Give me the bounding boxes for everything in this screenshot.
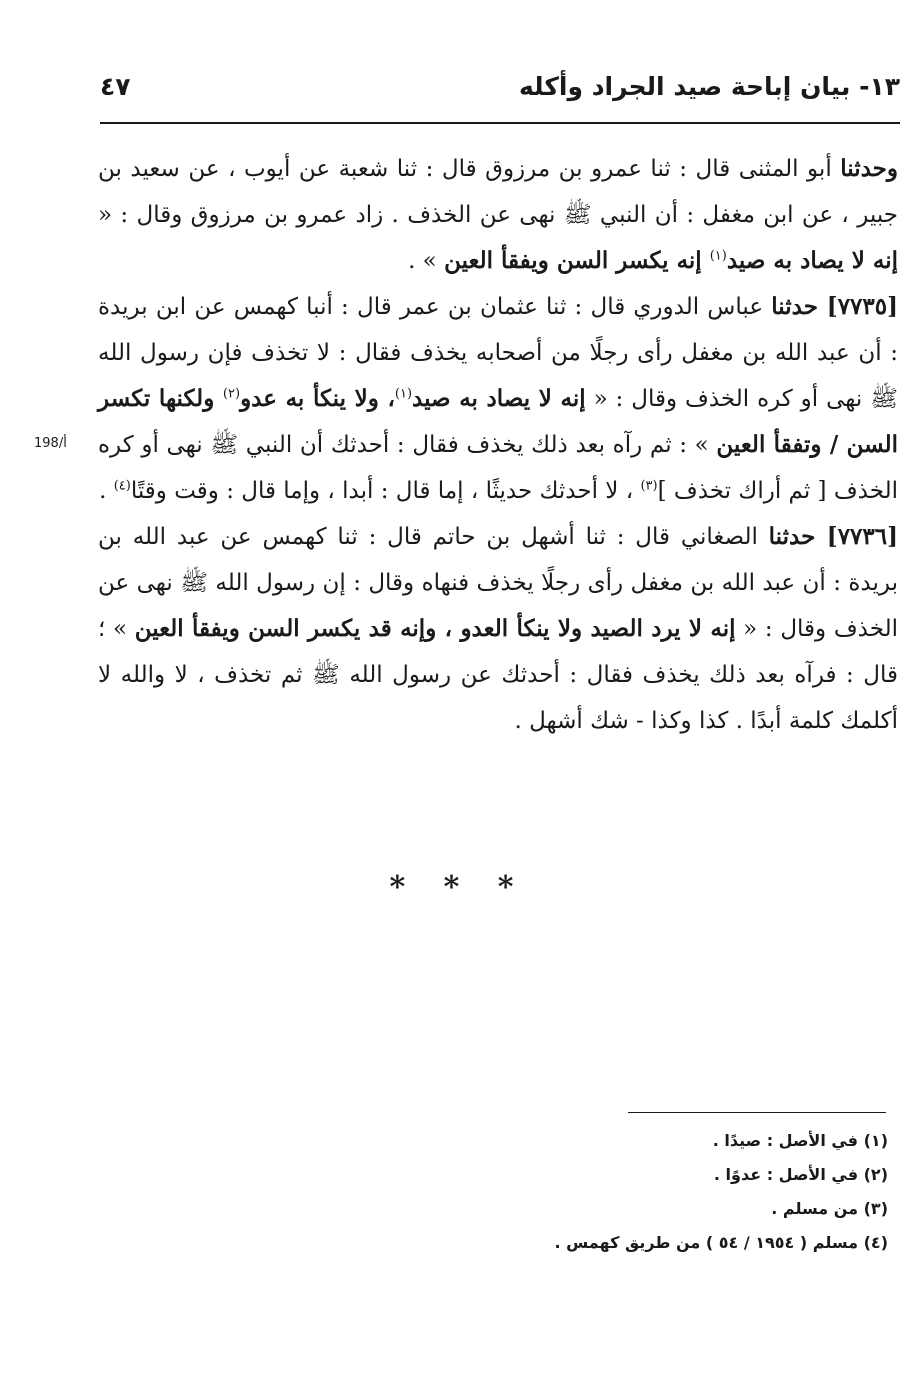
hadith-quote: إنه لا يصاد به صيد — [726, 247, 898, 274]
chapter-title: ١٣- بيان إباحة صيد الجراد وأكله — [518, 71, 900, 101]
footnote-marker: (١) — [394, 386, 413, 402]
footnote-4: (٤) مسلم ( ١٩٥٤ / ٥٤ ) من طريق كهمس . — [554, 1233, 888, 1252]
footnote-marker: (٣) — [640, 478, 658, 494]
text-segment: عباس الدوري قال : ثنا عثمان بن عمر قال : أنبا كهمس عن ابن بريدة : أن عبد الله بن مغفل رأى رجلًا من أصحابه يخذف فقال : لا تخذف فإن رسول الله ﷺ نهى أو كره الخذف وقال : « — [98, 294, 898, 412]
footnotes — [380, 1124, 888, 1260]
page-header — [100, 62, 900, 110]
text-segment: ، لا أحدثك حديثًا ، إما قال : أبدا ، وإما قال : وقت وقتًا — [130, 478, 641, 504]
section-separator: * * * — [389, 870, 528, 905]
footnote-3: (٣) من مسلم . — [771, 1199, 888, 1218]
text-segment: . — [99, 478, 114, 504]
paragraph-3 — [98, 514, 898, 744]
hadith-number-lead: [٧٧٣٥] حدثنا — [771, 293, 898, 320]
hadith-number-lead: [٧٧٣٦] حدثنا — [768, 523, 898, 550]
text-segment: » ؛ قال : فرآه بعد ذلك يخذف فقال : أحدثك عن رسول الله ﷺ ثم تخذف ، لا والله لا أكلمك كلمة أبدًا . كذا وكذا - شك أشهل . — [98, 616, 898, 734]
text-segment: أبو المثنى قال : ثنا عمرو بن مرزوق قال : ثنا شعبة عن أيوب ، عن سعيد بن جبير ، عن ابن مغفل : أن النبي ﷺ نهى عن الخذف . زاد عمرو بن مرزوق وقال : « — [98, 156, 898, 228]
hadith-quote: ، ولا ينكأ به عدو — [240, 385, 395, 412]
paragraph-2 — [98, 284, 898, 514]
footnote-1: (١) في الأصل : صيدًا . — [712, 1131, 888, 1150]
footnote-2: (٢) في الأصل : عدوًا . — [713, 1165, 888, 1184]
hadith-quote: إنه لا يرد الصيد ولا ينكأ العدو ، وإنه قد يكسر السن ويفقأ العين — [134, 615, 736, 642]
header-rule — [100, 122, 900, 124]
text-segment: » . — [408, 248, 445, 274]
hadith-quote: ولكنها تكسر السن / وتفقأ العين — [98, 385, 899, 458]
hadith-quote: إنه لا يصاد به صيد — [412, 385, 586, 412]
page-number: ٤٧ — [100, 71, 131, 101]
manuscript-folio-ref: 198/أ — [34, 436, 67, 451]
text-segment: » : ثم رآه بعد ذلك يخذف فقال : أحدثك أن النبي ﷺ نهى أو كره الخذف [ ثم أراك تخذف ] — [98, 432, 898, 504]
text-segment: الصغاني قال : ثنا أشهل بن حاتم قال : ثنا كهمس عن عبد الله بن بريدة : أن عبد الله بن مغفل رأى رجلًا يخذف فنهاه وقال : إن رسول الله ﷺ نهى عن الخذف وقال : « — [98, 524, 898, 642]
narration-lead: وحدثنا — [840, 155, 898, 182]
footnote-rule — [628, 1112, 886, 1113]
main-text — [98, 146, 898, 744]
hadith-quote: إنه يكسر السن ويفقأ العين — [444, 247, 710, 274]
footnote-marker: (٢) — [222, 386, 241, 402]
footnote-marker: (١) — [709, 248, 727, 264]
paragraph-1 — [98, 146, 898, 284]
footnote-marker: (٤) — [113, 478, 131, 494]
